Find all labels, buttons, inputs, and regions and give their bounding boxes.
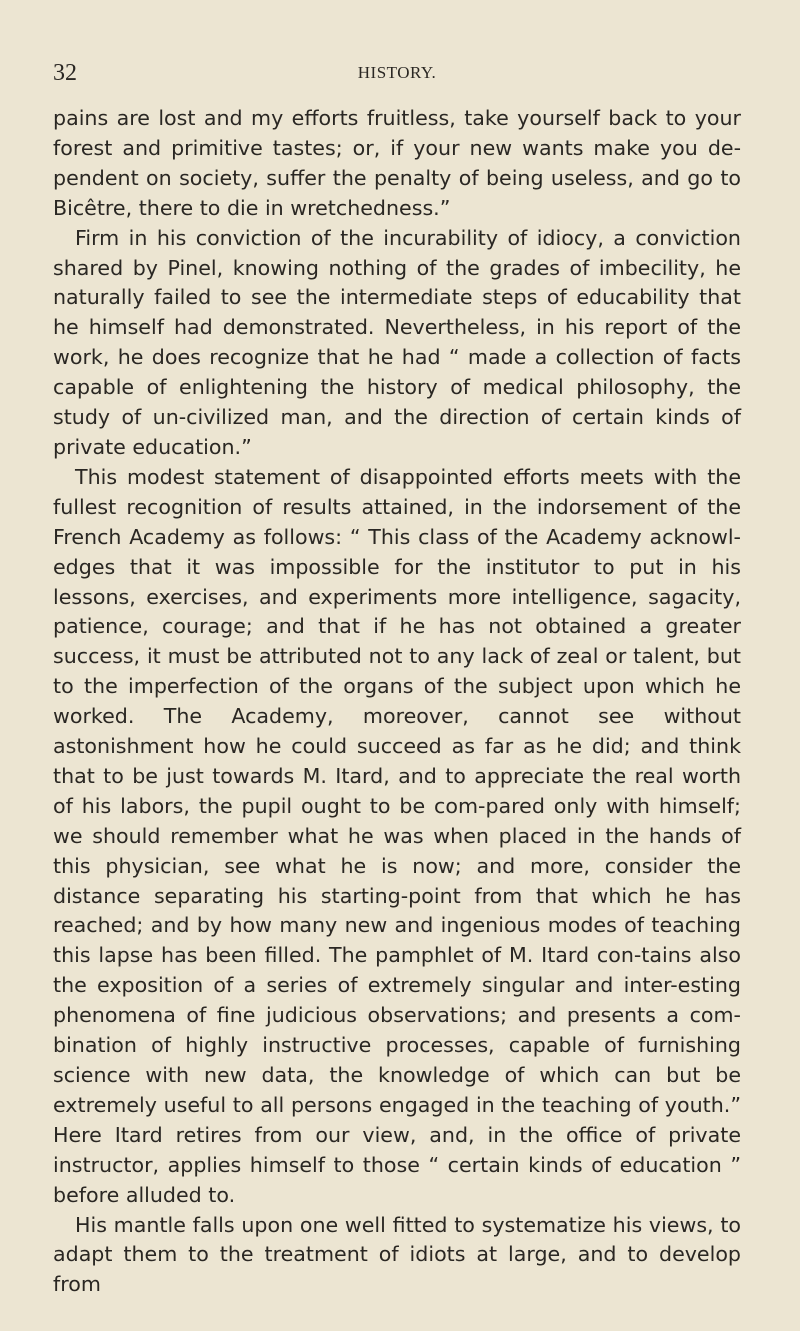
running-title: HISTORY. [357,63,437,82]
body-text [53,104,741,1300]
paragraph: Firm in his conviction of the incurability of idiocy, a conviction shared by Pinel, knowing nothing of the grades of imbecility, he naturally failed to see the intermediate steps of educability that he himself had demonstrated. Nevertheless, in his report of the work, he does recognize that he had “ made a collection of facts capable of enlightening the history of medical philosophy, the study of un-civilized man, and the direction of certain kinds of private education.” [53,225,741,459]
paragraph-continuation: pains are lost and my efforts fruitless, take yourself back to your forest and primitive tastes; or, if your new wants make you de-pendent on society, suffer the penalty of being useless, and go to Bicêtre, there to die in wretchedness.” [53,106,741,220]
paragraph: This modest statement of disappointed efforts meets with the fullest recognition of results attained, in the indorsement of the French Academy as follows: “ This class of the Academy acknowl-edges that it was impossible for the institutor to put in his lessons, exercises, and experiments more intelligence, sagacity, patience, courage; and that if he has not obtained a greater success, it must be attributed not to any lack of zeal or talent, but to the imperfection of the organs of the subject upon which he worked. The Academy, moreover, cannot see without astonishment how he could succeed as far as he did; and think that to be just towards M. Itard, and to appreciate the real worth of his labors, the pupil ought to be com-pared only with himself; we should remember what he was when placed in the hands of this physician, see what he is now; and more, consider the distance separating his starting-point from that which he has reached; and by how many new and ingenious modes of teaching this lapse has been filled. The pamphlet of M. Itard con-tains also the exposition of a series of extremely singular and inter-esting phenomena of fine judicious observations; and presents a com-bination of highly instructive processes, capable of furnishing science with new data, the knowledge of which can but be extremely useful to all persons engaged in the teaching of youth.” Here Itard retires from our view, and, in the office of private instructor, applies himself to those “ certain kinds of education ” before alluded to. [53,464,741,1207]
running-head [53,58,741,88]
paragraph: His mantle falls upon one well fitted to systematize his views, to adapt them to the treatment of idiots at large, and to develop from [53,1212,741,1297]
page-number: 32 [53,60,77,86]
